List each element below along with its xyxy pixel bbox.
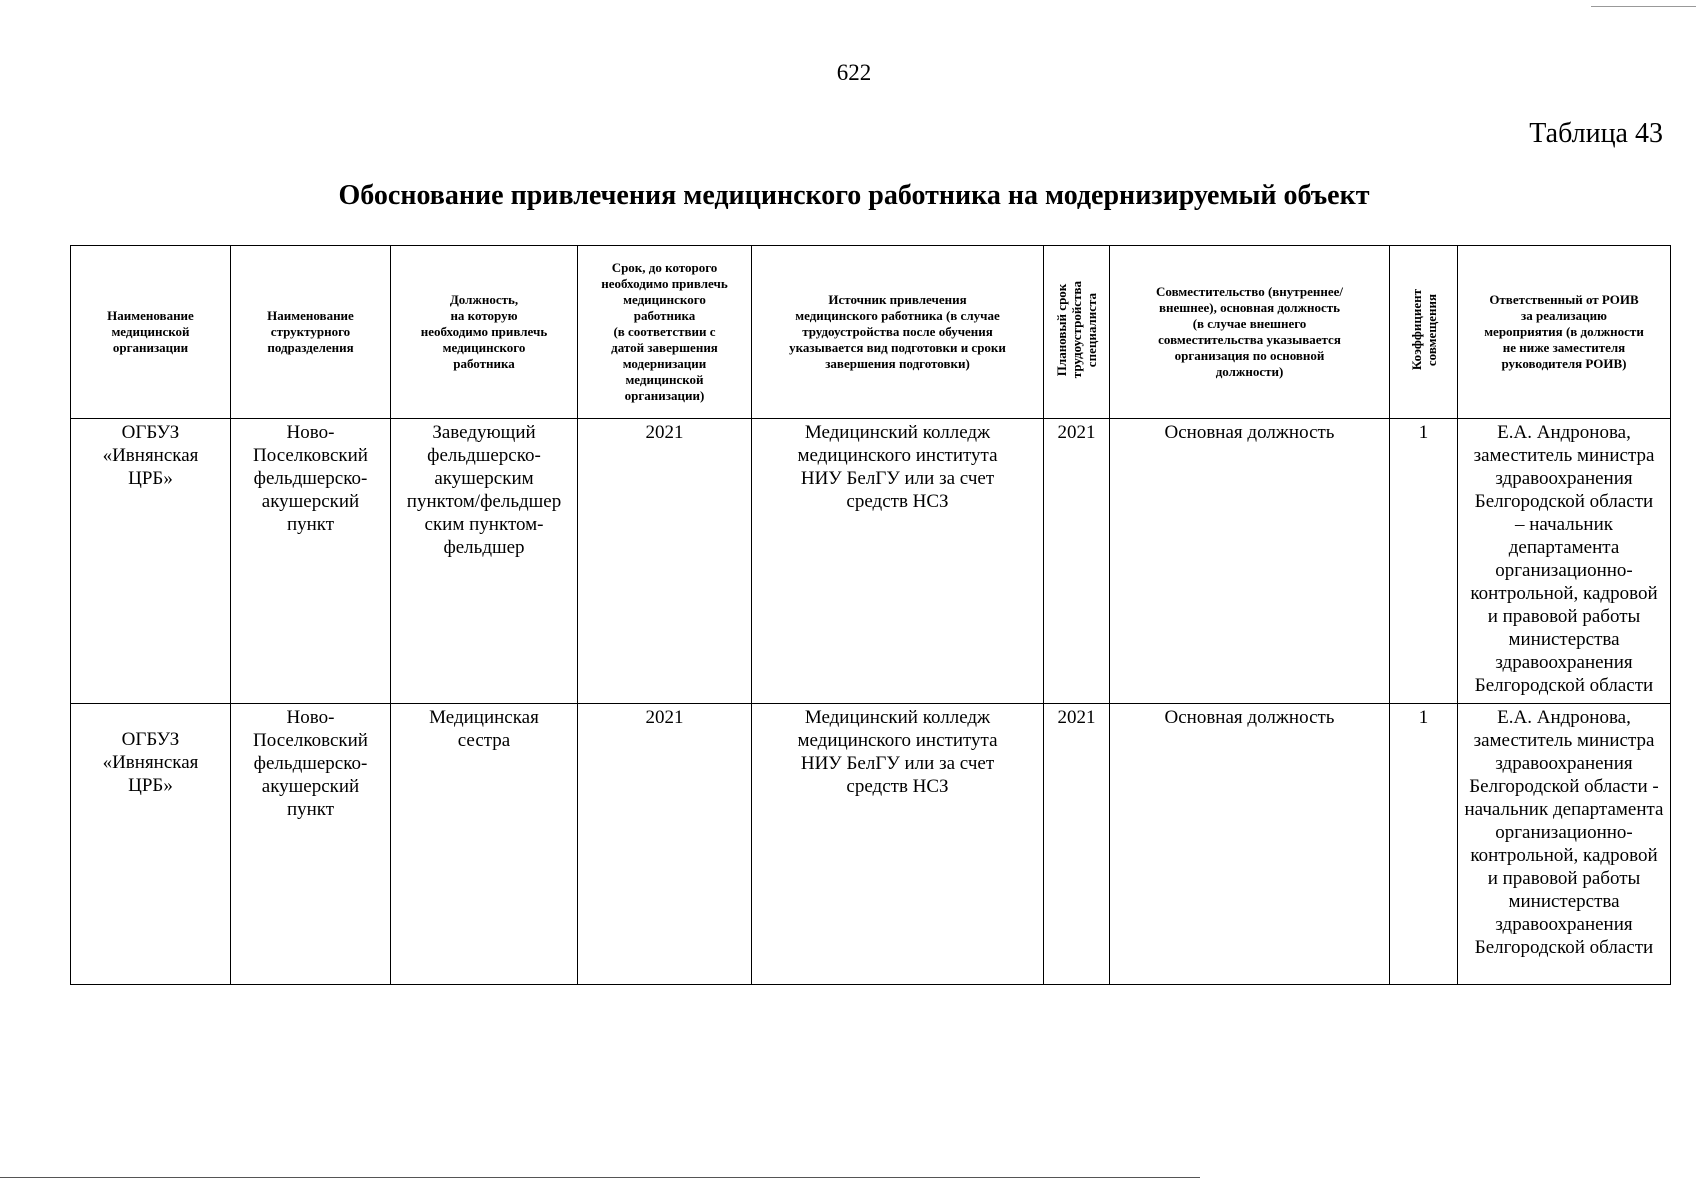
cell-deadline: 2021 <box>578 419 752 704</box>
data-table <box>70 245 1671 985</box>
cell-planned: 2021 <box>1044 419 1110 704</box>
cell-org: ОГБУЗ «Ивнянская ЦРБ» <box>71 704 231 985</box>
header-combination: Совместительство (внутреннее/ внешнее), основная должность (в случае внешнего совместительства указывается организация по основной должности) <box>1110 246 1390 419</box>
header-position: Должность, на которую необходимо привлечь медицинского работника <box>391 246 578 419</box>
cell-responsible: Е.А. Андронова, заместитель министра здравоохранения Белгородской области - начальник департамента организационно- контрольной, кадровой и правовой работы министерства здравоохранения Белгородской области <box>1458 704 1671 985</box>
header-unit: Наименование структурного подразделения <box>231 246 391 419</box>
cell-combination: Основная должность <box>1110 419 1390 704</box>
cell-responsible: Е.А. Андронова, заместитель министра здравоохранения Белгородской области – начальник департамента организационно- контрольной, кадровой и правовой работы министерства здравоохранения Белгородской области <box>1458 419 1671 704</box>
cell-combination: Основная должность <box>1110 704 1390 985</box>
footer-line <box>0 1177 1200 1178</box>
table-caption: Таблица 43 <box>1529 118 1663 149</box>
cell-org: ОГБУЗ «Ивнянская ЦРБ» <box>71 419 231 704</box>
cell-source: Медицинский колледж медицинского института НИУ БелГУ или за счет средств НСЗ <box>752 419 1044 704</box>
header-coefficient <box>1390 246 1458 419</box>
cell-planned: 2021 <box>1044 704 1110 985</box>
cell-deadline: 2021 <box>578 704 752 985</box>
cell-unit: Ново- Поселковский фельдшерско- акушерский пункт <box>231 704 391 985</box>
table-row <box>71 419 1671 704</box>
table-row <box>71 704 1671 985</box>
cell-source: Медицинский колледж медицинского института НИУ БелГУ или за счет средств НСЗ <box>752 704 1044 985</box>
document-title: Обоснование привлечения медицинского работника на модернизируемый объект <box>338 180 1370 211</box>
header-row <box>71 246 1671 419</box>
header-deadline: Срок, до которого необходимо привлечь медицинского работника (в соответствии с датой завершения модернизации медицинской организации) <box>578 246 752 419</box>
header-planned <box>1044 246 1110 419</box>
cell-position: Медицинская сестра <box>391 704 578 985</box>
cell-unit: Ново- Поселковский фельдшерско- акушерский пункт <box>231 419 391 704</box>
header-planned-text: Плановый срок трудоустройства специалиста <box>1054 281 1099 379</box>
header-coefficient-text: Коэффициент совмещения <box>1408 289 1439 371</box>
header-source: Источник привлечения медицинского работника (в случае трудоустройства после обучения указывается вид подготовки и сроки завершения подготовки) <box>752 246 1044 419</box>
cell-coefficient: 1 <box>1390 704 1458 985</box>
cell-position: Заведующий фельдшерско- акушерским пунктом/фельдшер ским пунктом- фельдшер <box>391 419 578 704</box>
header-responsible: Ответственный от РОИВ за реализацию мероприятия (в должности не ниже заместителя руководителя РОИВ) <box>1458 246 1671 419</box>
header-org: Наименование медицинской организации <box>71 246 231 419</box>
page-number: 622 <box>836 60 872 85</box>
cell-coefficient: 1 <box>1390 419 1458 704</box>
corner-line <box>1591 6 1696 7</box>
